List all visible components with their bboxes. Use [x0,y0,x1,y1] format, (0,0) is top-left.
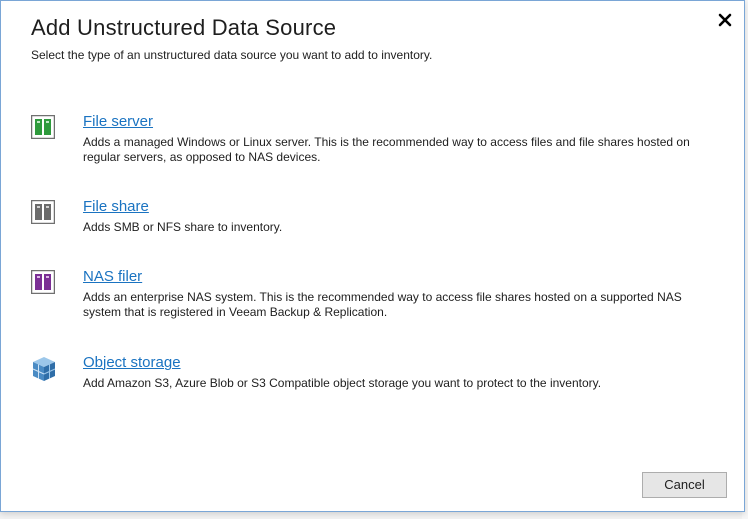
file-server-icon [31,115,55,139]
file-share-description: Adds SMB or NFS share to inventory. [83,220,283,234]
option-object-storage [31,354,721,399]
cancel-button[interactable]: Cancel [642,472,727,498]
object-storage-link-text: Object storage [83,354,181,371]
option-file-share [31,198,721,243]
dialog-title: Add Unstructured Data Source [31,15,337,40]
object-storage-description: Add Amazon S3, Azure Blob or S3 Compatible object storage you want to protect to the inventory. [83,376,602,390]
file-share-link-text: File share [83,198,149,215]
close-button[interactable] [716,11,734,29]
nas-filer-description: Adds an enterprise NAS system. This is the recommended way to access file shares hosted on a supported NAS system that is registered in Veeam Backup & Replication. [83,290,682,319]
option-nas-filer [31,268,721,328]
nas-filer-link[interactable] [83,268,142,285]
nas-filer-icon [31,270,55,294]
object-storage-link[interactable] [83,354,181,371]
nas-filer-link-text: NAS filer [83,268,143,285]
file-server-link-text: File server [83,113,154,130]
file-share-link[interactable] [83,198,149,215]
option-file-server [31,113,721,173]
dialog-subtitle: Select the type of an unstructured data source you want to add to inventory. [31,48,433,62]
file-server-description: Adds a managed Windows or Linux server. This is the recommended way to access files and file shares hosted on regular servers, as opposed to NAS devices. [83,135,690,164]
close-icon [716,11,734,29]
object-storage-icon [31,356,55,380]
file-share-icon [31,200,55,224]
file-server-link[interactable] [83,113,153,130]
